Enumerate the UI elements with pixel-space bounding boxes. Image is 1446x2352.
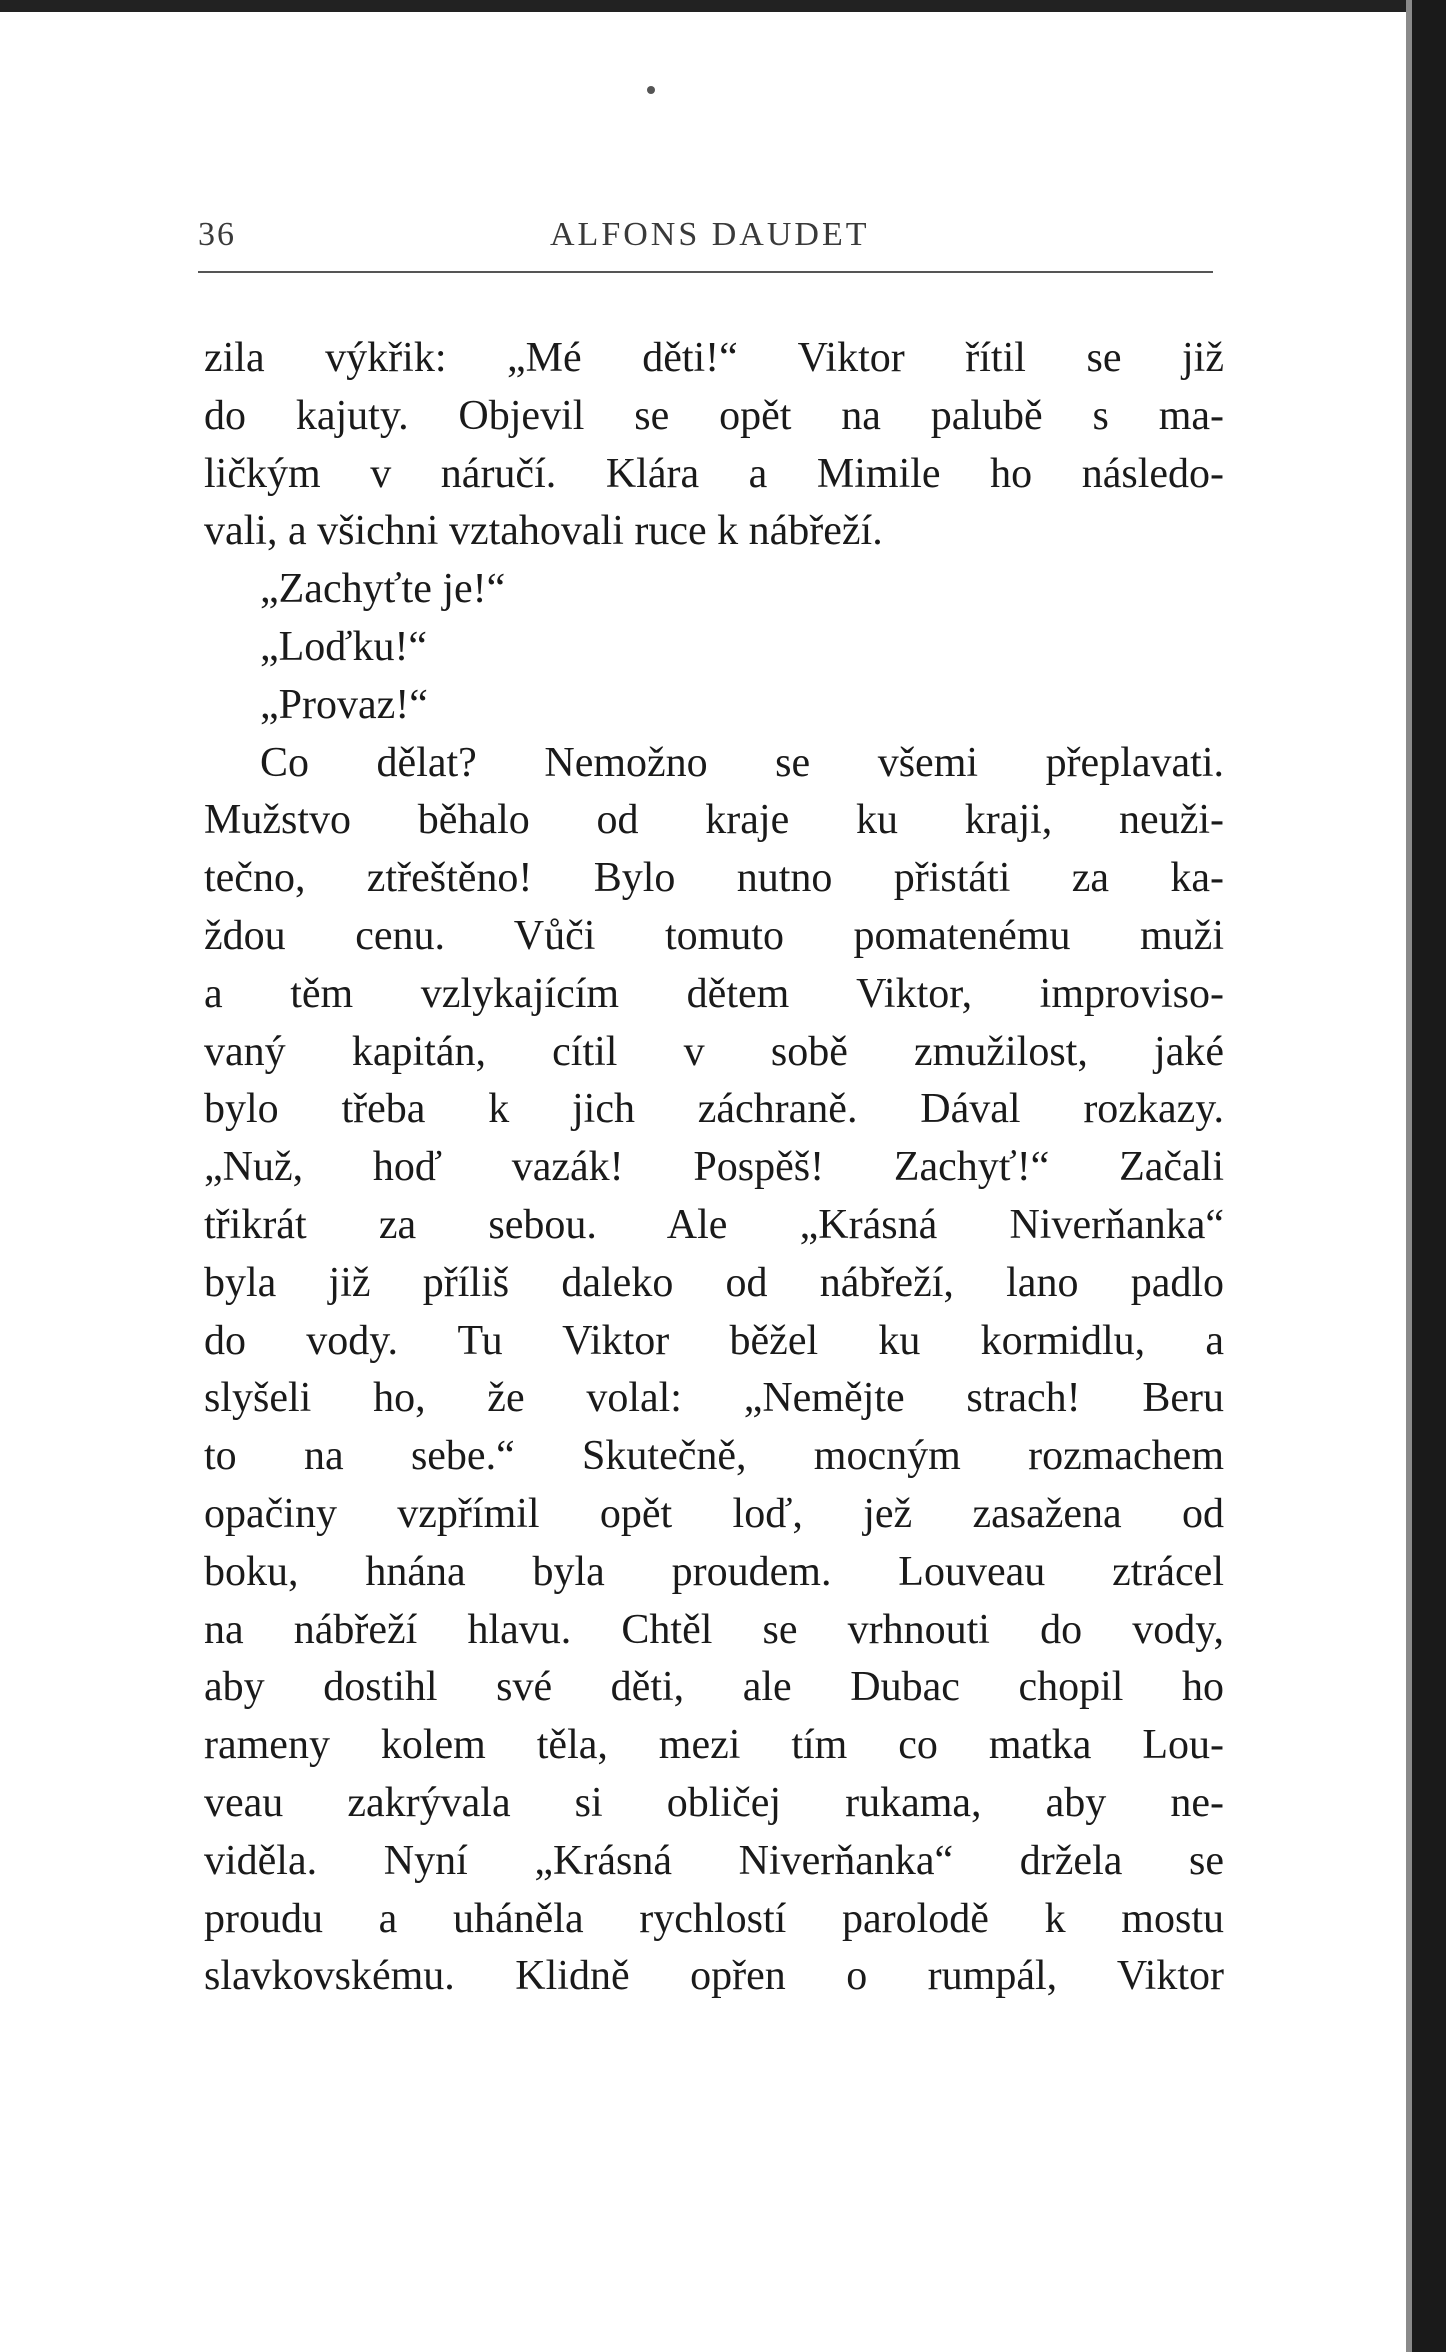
ink-speck <box>647 86 655 94</box>
text-line: proudu a uháněla rychlostí parolodě k mostu <box>204 1895 1224 1942</box>
scan-top-edge <box>0 0 1446 12</box>
text-line: slyšeli ho, že volal: „Nemějte strach! Beru <box>204 1375 1224 1422</box>
text-line: a těm vzlykajícím dětem Viktor, improviso- <box>204 970 1224 1017</box>
page-number: 36 <box>198 216 236 253</box>
body-text <box>204 330 1224 2006</box>
text-line: byla již příliš daleko od nábřeží, lano padlo <box>204 1259 1224 1306</box>
text-line: „Provaz!“ <box>260 681 428 728</box>
text-line: ličkým v náručí. Klára a Mimile ho následo- <box>204 450 1224 497</box>
text-line: třikrát za sebou. Ale „Krásná Niverňanka“ <box>204 1201 1224 1248</box>
text-line: „Zachyťte je!“ <box>260 566 506 613</box>
text-line: Mužstvo běhalo od kraje ku kraji, neuži- <box>204 797 1224 844</box>
text-line: do vody. Tu Viktor běžel ku kormidlu, a <box>204 1317 1224 1364</box>
page-header <box>198 210 1213 258</box>
text-line: aby dostihl své děti, ale Dubac chopil ho <box>204 1664 1224 1711</box>
text-line: vali, a všichni vztahovali ruce k nábřeží. <box>204 508 883 555</box>
text-line: zila výkřik: „Mé děti!“ Viktor řítil se již <box>204 335 1224 381</box>
text-line: tečno, ztřeštěno! Bylo nutno přistáti za ka- <box>204 855 1224 902</box>
scan-right-edge <box>1412 0 1446 2352</box>
running-head: ALFONS DAUDET <box>550 216 870 253</box>
header-rule <box>198 271 1213 273</box>
text-line: do kajuty. Objevil se opět na palubě s ma- <box>204 392 1224 439</box>
text-line: na nábřeží hlavu. Chtěl se vrhnouti do vody, <box>204 1606 1224 1653</box>
text-line: opačiny vzpřímil opět loď, jež zasažena od <box>204 1490 1224 1537</box>
text-line: Co dělat? Nemožno se všemi přeplavati. <box>260 739 1224 786</box>
text-line: ždou cenu. Vůči tomuto pomatenému muži <box>204 912 1224 959</box>
text-line: „Loďku!“ <box>260 623 428 670</box>
text-line: veau zakrývala si obličej rukama, aby ne- <box>204 1779 1224 1826</box>
text-line: to na sebe.“ Skutečně, mocným rozmachem <box>204 1433 1224 1480</box>
text-line: vaný kapitán, cítil v sobě zmužilost, jaké <box>204 1028 1224 1075</box>
text-line: slavkovskému. Klidně opřen o rumpál, Viktor <box>204 1953 1224 2000</box>
text-line: viděla. Nyní „Krásná Niverňanka“ držela se <box>204 1837 1224 1884</box>
text-line: bylo třeba k jich záchraně. Dával rozkazy. <box>204 1086 1224 1133</box>
text-line: boku, hnána byla proudem. Louveau ztrácel <box>204 1548 1224 1595</box>
text-line: rameny kolem těla, mezi tím co matka Lou- <box>204 1722 1224 1769</box>
text-line: „Nuž, hoď vazák! Pospěš! Zachyť!“ Začali <box>204 1144 1224 1191</box>
